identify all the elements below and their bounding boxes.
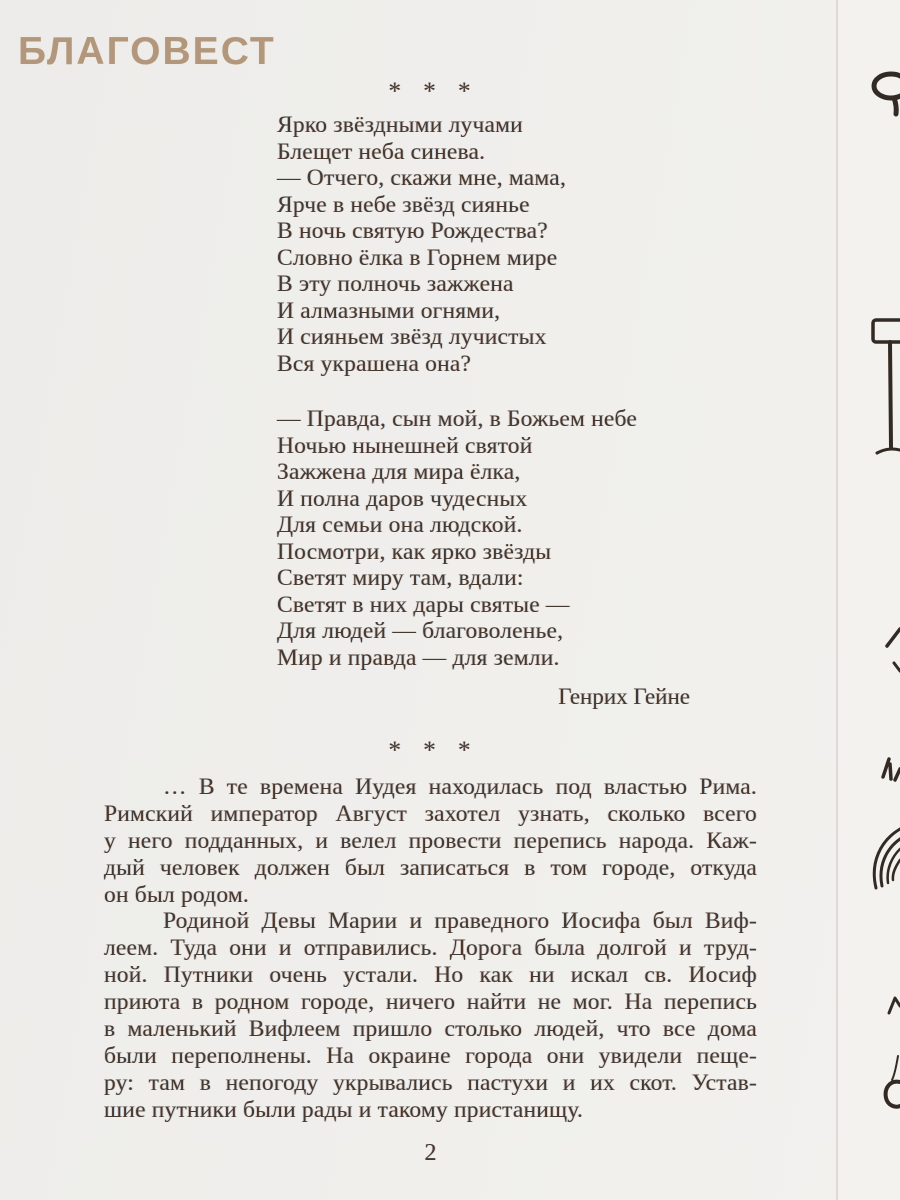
prose-line: ной. Путники очень устали. Но как ни искал св. Иосиф (104, 962, 757, 988)
prose-line: у него подданных, и велел провести перепись народа. Каж- (104, 828, 757, 854)
poem-line: Светят миру там, вдали: (277, 565, 524, 591)
section-separator-asterisks: * * * (388, 737, 473, 764)
poem-line: Зажжена для мира ёлка, (277, 459, 521, 485)
section-separator-asterisks: * * * (388, 78, 473, 105)
shop-watermark: БЛАГОВЕСТ (18, 30, 276, 73)
poem-line: Ночью нынешней святой (277, 432, 533, 459)
prose-line: … В те времена Иудея находилась под властью Рима. (163, 774, 757, 800)
page-number: 2 (424, 1140, 437, 1166)
poem-line: Блещет неба синева. (277, 138, 486, 165)
poem-line: Посмотри, как ярко звёзды (277, 538, 552, 565)
poem-attribution: Генрих Гейне (558, 684, 690, 709)
poem-stanza-2 (277, 406, 637, 671)
poem-line: — Отчего, скажи мне, мама, (277, 165, 567, 191)
prose-line: шие путники были рады и такому пристанищу. (104, 1097, 584, 1123)
prose-paragraph-1 (104, 774, 757, 909)
poem-line: — Правда, сын мой, в Божьем небе (277, 406, 638, 432)
prose-paragraph-2 (104, 908, 757, 1124)
poem-stanza-1 (277, 112, 566, 377)
poem-line: И полна даров чудесных (277, 485, 528, 512)
facing-page-illustration-fragments (830, 0, 900, 1200)
poem-line: В ночь святую Рождества? (277, 218, 548, 244)
poem-line: Ярко звёздными лучами (277, 112, 523, 138)
poem-line: Вся украшена она? (277, 350, 472, 377)
prose-line: были переполнены. На окраине города они увидели пеще- (104, 1043, 757, 1069)
prose-line: он был родом. (104, 882, 249, 908)
poem-line: Словно ёлка в Горнем мире (277, 244, 558, 271)
prose-line: дый человек должен был записаться в том городе, откуда (104, 855, 757, 881)
poem-line: Светят в них дары святые — (277, 591, 570, 618)
poem-line: Мир и правда — для земли. (277, 644, 560, 671)
poem-line: Для семьи она людской. (277, 512, 523, 538)
poem-line: И алмазными огнями, (277, 297, 501, 324)
poem-line: В эту полночь зажжена (277, 271, 514, 297)
prose-line: Римский император Август захотел узнать, сколько всего (104, 801, 757, 827)
prose-line: приюта в родном городе, ничего найти не мог. На перепись (104, 989, 757, 1015)
poem-line: Ярче в небе звёзд сиянье (277, 191, 530, 218)
prose-line: ру: там в непогоду укрывались пастухи и их скот. Устав- (104, 1070, 757, 1096)
prose-line: в маленький Вифлеем пришло столько людей, что все дома (104, 1016, 757, 1042)
poem-line: И сияньем звёзд лучистых (277, 324, 547, 350)
prose-line: леем. Туда они и отправились. Дорога была долгой и труд- (104, 935, 757, 961)
prose-line: Родиной Девы Марии и праведного Иосифа был Виф- (163, 908, 757, 934)
poem-line: Для людей — благоволенье, (277, 618, 564, 644)
